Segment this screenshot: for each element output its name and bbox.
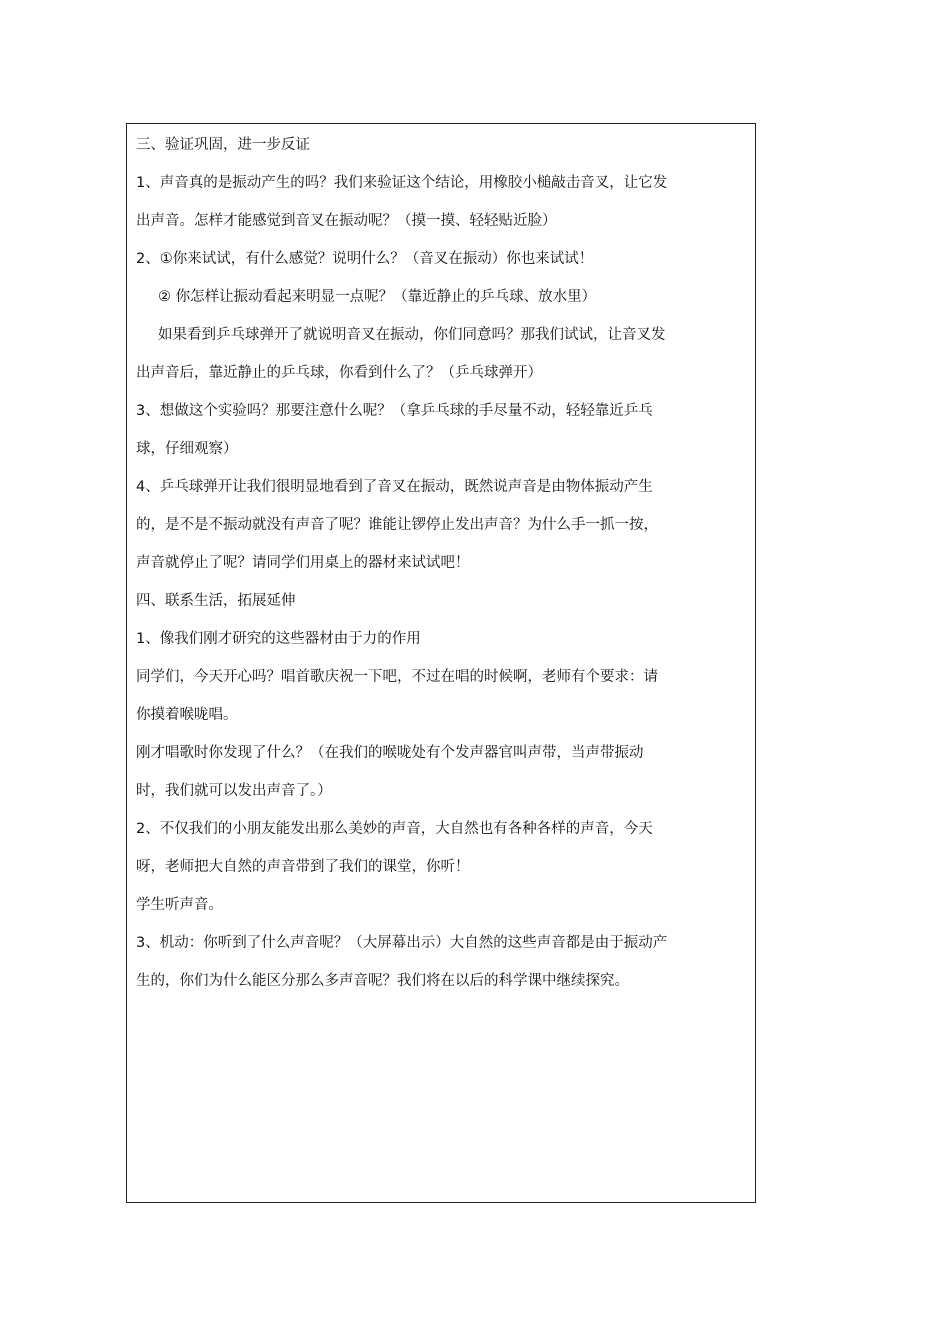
paragraph-line: 2、①你来试试，有什么感觉？说明什么？（音叉在振动）你也来试试！ bbox=[136, 251, 594, 267]
paragraph-line: 3、想做这个实验吗？那要注意什么呢？（拿乒乓球的手尽量不动，轻轻靠近乒乓 bbox=[136, 403, 653, 419]
paragraph-line: 呀，老师把大自然的声音带到了我们的课堂，你听！ bbox=[136, 859, 470, 875]
paragraph-line: 3、机动：你听到了什么声音呢？（大屏幕出示）大自然的这些声音都是由于振动产 bbox=[136, 935, 668, 951]
paragraph-line: 声音就停止了呢？请同学们用桌上的器材来试试吧！ bbox=[136, 555, 470, 571]
paragraph-line: 刚才唱歌时你发现了什么？（在我们的喉咙处有个发声器官叫声带，当声带振动 bbox=[136, 745, 644, 761]
section-heading-3: 三、验证巩固，进一步反证 bbox=[136, 137, 310, 153]
paragraph-line: ② 你怎样让振动看起来明显一点呢？（靠近静止的乒乓球、放水里） bbox=[158, 289, 597, 305]
paragraph-line: 2、不仅我们的小朋友能发出那么美妙的声音，大自然也有各种各样的声音，今天 bbox=[136, 821, 653, 837]
paragraph-line: 球，仔细观察） bbox=[136, 441, 238, 457]
paragraph-line: 1、声音真的是振动产生的吗？我们来验证这个结论，用橡胶小槌敲击音叉，让它发 bbox=[136, 175, 668, 191]
paragraph-line: 时，我们就可以发出声音了。） bbox=[136, 783, 332, 799]
paragraph-line: 1、像我们刚才研究的这些器材由于力的作用 bbox=[136, 631, 421, 647]
lesson-content bbox=[136, 126, 752, 1000]
paragraph-line: 你摸着喉咙唱。 bbox=[136, 707, 238, 723]
paragraph-line: 同学们，今天开心吗？唱首歌庆祝一下吧，不过在唱的时候啊，老师有个要求：请 bbox=[136, 669, 658, 685]
paragraph-line: 生的，你们为什么能区分那么多声音呢？我们将在以后的科学课中继续探究。 bbox=[136, 973, 629, 989]
paragraph-line: 出声音后，靠近静止的乒乓球，你看到什么了？（乒乓球弹开） bbox=[136, 365, 542, 381]
paragraph-line: 出声音。怎样才能感觉到音叉在振动呢？（摸一摸、轻轻贴近脸） bbox=[136, 213, 557, 229]
paragraph-line: 如果看到乒乓球弹开了就说明音叉在振动，你们同意吗？那我们试试，让音叉发 bbox=[158, 327, 666, 343]
paragraph-line: 学生听声音。 bbox=[136, 897, 223, 913]
section-heading-4: 四、联系生活，拓展延伸 bbox=[136, 593, 296, 609]
paragraph-line: 4、乒乓球弹开让我们很明显地看到了音叉在振动，既然说声音是由物体振动产生 bbox=[136, 479, 653, 495]
paragraph-line: 的，是不是不振动就没有声音了呢？谁能让锣停止发出声音？为什么手一抓一按， bbox=[136, 517, 658, 533]
